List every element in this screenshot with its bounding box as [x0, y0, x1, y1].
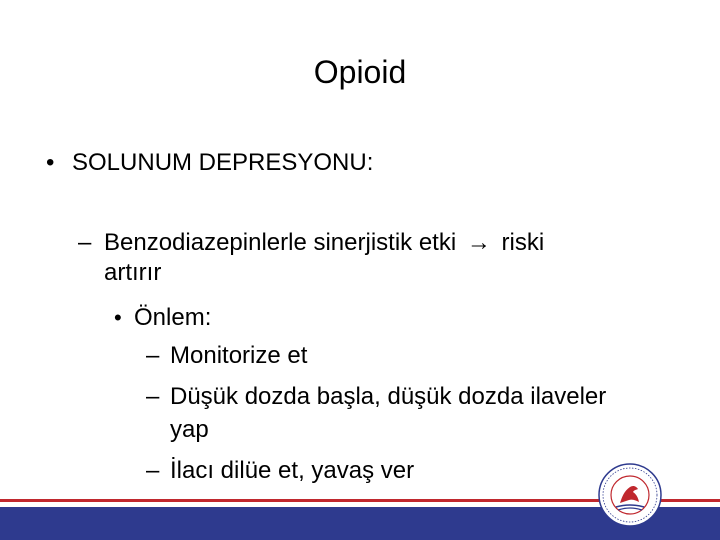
dash-marker: –: [78, 229, 92, 256]
dash-marker-ilaci: –: [146, 457, 160, 484]
sub-bullet-benzodiazepin: [104, 228, 544, 258]
sub-bullet-text-end: riski: [501, 229, 545, 256]
bullet-marker-onlem: •: [114, 305, 122, 330]
bullet-marker: •: [46, 149, 55, 176]
item-dusuk-doz: Düşük dozda başla, düşük dozda ilaveler: [170, 383, 607, 410]
slide-title: Opioid: [313, 54, 407, 90]
item-ilaci-dilue: İlacı dilüe et, yavaş ver: [170, 457, 415, 484]
right-arrow-icon: →: [466, 229, 491, 256]
item-dusuk-doz-cont: yap: [170, 416, 209, 443]
dash-marker-monitorize: –: [146, 342, 160, 369]
dash-marker-dusuk-doz: –: [146, 383, 160, 410]
university-seal-icon: [598, 463, 662, 527]
sub-bullet-text-start: Benzodiazepinlerle sinerjistik etki: [104, 229, 457, 256]
bullet-onlem: Önlem:: [134, 304, 212, 331]
item-monitorize: Monitorize et: [170, 342, 308, 369]
sub-bullet-benzodiazepin-cont: artırır: [104, 259, 162, 286]
bullet-solunum-depresyonu: SOLUNUM DEPRESYONU:: [72, 149, 374, 176]
